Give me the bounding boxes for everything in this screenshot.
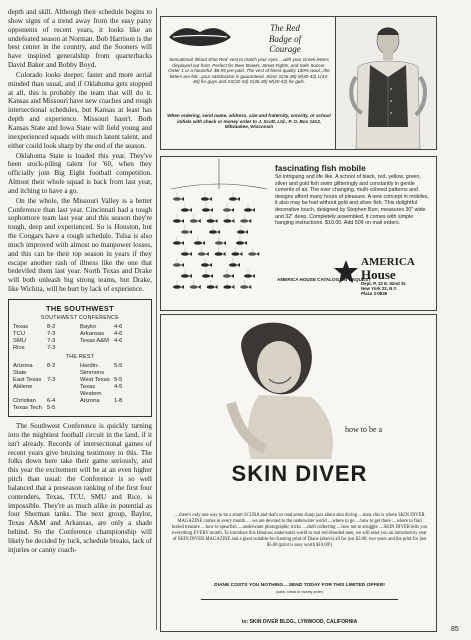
standings-conference-label: SOUTHWEST CONFERENCE bbox=[40, 315, 120, 321]
standings-title: THE SOUTHWEST bbox=[46, 304, 114, 313]
team-record: 8-2 bbox=[47, 324, 56, 330]
fish-shape bbox=[194, 236, 205, 245]
standings-row bbox=[13, 384, 147, 398]
standings-entry bbox=[13, 405, 80, 412]
article-column bbox=[8, 8, 152, 556]
fish-shape bbox=[173, 236, 184, 245]
fish-shape bbox=[229, 258, 240, 267]
team-record bbox=[114, 345, 132, 352]
fish-shape bbox=[237, 225, 248, 234]
standings-row bbox=[13, 377, 147, 384]
standings-entry bbox=[80, 377, 147, 384]
skin-diver-title: SKIN DIVER bbox=[231, 461, 368, 486]
fish-shape bbox=[223, 214, 234, 223]
vest-photo bbox=[336, 16, 437, 150]
fish-mobile-ad bbox=[160, 156, 437, 311]
standings-entry bbox=[13, 324, 80, 331]
team-record: 4-5 bbox=[114, 384, 123, 390]
fish-shape bbox=[240, 214, 251, 223]
fish-shape bbox=[181, 203, 192, 212]
southwest-standings-box bbox=[8, 299, 152, 417]
standings-entry bbox=[80, 398, 147, 405]
team-name: East Texas bbox=[13, 377, 42, 383]
fish-shape bbox=[207, 214, 218, 223]
team-record: 7-3 bbox=[47, 377, 56, 383]
team-record: 4-6 bbox=[114, 324, 123, 330]
standings-rest-label: THE REST bbox=[65, 354, 95, 360]
standings-row bbox=[13, 331, 147, 338]
team-record: 5-5 bbox=[114, 363, 123, 369]
fish-shape bbox=[173, 258, 184, 267]
team-record: 6-4 bbox=[47, 398, 56, 404]
article-paragraph: Oklahoma State is loaded this year. They've been stock-piling talent for '60, when they officially join Big Eight football competition. Almost their whole squad is back from last year, and itching to have a go. bbox=[8, 151, 152, 195]
lips-icon bbox=[167, 23, 233, 51]
fish-shape bbox=[223, 269, 234, 278]
article-paragraph: depth and skill. Although their schedule begins to show signs of a trend away from the easy patsy opponents of recent years, it looks like an undefeated season at Norman. Bob Harrison is the best center in the country, and the Sooners will have inspired generalship from quarterbacks David Baker and Bobby Boyd. bbox=[8, 8, 152, 70]
team-name: Texas bbox=[13, 324, 29, 330]
team-record: 7-3 bbox=[47, 338, 56, 344]
article-paragraph: Colorado looks deeper, faster and more aerial minded than usual, and if Oklahoma gets stopped at all, this is probably the team that will do it. Kansas and Missouri have new coaches and rough intersectional schedules, but Kansas at least has depth and experience. Missouri hasn't. Both Kansas State and Iowa State will field young and inexperienced squads with much latent talent, and either could look sharp by the end of the season. bbox=[8, 70, 152, 150]
team-name: Texas Tech bbox=[13, 405, 42, 411]
fish-mobile-title: fascinating fish mobile bbox=[275, 163, 366, 173]
skin-diver-offer: DIANE COSTS YOU NOTHING....SEND TODAY FOR THIS LIMITED OFFER! bbox=[214, 583, 385, 588]
team-name: Abilene bbox=[13, 384, 33, 390]
fish-shape bbox=[201, 192, 212, 201]
fish-shape bbox=[223, 280, 234, 289]
red-badge-ad bbox=[160, 16, 336, 150]
skin-diver-offer-note: (cash, check or money order) bbox=[276, 590, 323, 594]
fish-shape bbox=[215, 247, 226, 256]
team-record: 4-6 bbox=[114, 331, 123, 337]
fish-shape bbox=[240, 280, 251, 289]
fish-shape bbox=[181, 247, 192, 256]
standings-entry bbox=[13, 377, 80, 384]
catalog-note: AMERICA HOUSE CATALOG ON REQUEST bbox=[277, 277, 371, 282]
fish-shape bbox=[215, 236, 226, 245]
red-badge-body: Sensational 'Blood Shot Red' vest to match your eyes ...with your Greek letters displayed out front. Perfect for Beer Brawls, Street Fights, and Safe Soccer. Order 1 or a houseful. $8.95 pre-paid. The vest of finest quality 100% wool...the letters are felt...your satisfaction is guaranteed. Sizes S(36-38) M(40-42) L(44-46) for guys and XS(32-34) S(36-38) M(40-42) for gals. bbox=[168, 57, 330, 85]
team-name bbox=[80, 345, 114, 352]
team-record: 4-6 bbox=[114, 338, 123, 344]
fish-shape bbox=[202, 269, 213, 278]
star-emblem-icon bbox=[333, 259, 359, 285]
standings-row bbox=[13, 338, 147, 345]
team-name: Baylor bbox=[80, 324, 97, 330]
woman-photo-image bbox=[161, 315, 436, 459]
standings-row bbox=[13, 345, 147, 352]
skin-diver-body: ....there's only one way to be a smart SCUBA and that's to read some sharp jazz about skin diving ....man, this is where SKIN DIVER MAGAZINE comes in every month .... we are devoted to the underwater world ....where to go ....how to get there ....where to find buried treasure ....how to spearfish ....underwater photographic tricks ....shell collecting ....how not to struggle ....SKIN DIVER tells you everything EVERY month. To introduce this fabulous underwater world to real red-blooded men, we will send you an introductory year of SKIN DIVER MAGAZINE and a giant suitable-for-framing print of Diane (above) all for just $3.00; two years and the print for just $5.00 (print is easy worth $10.00!) bbox=[171, 513, 428, 548]
article-paragraph: The Southwest Conference is quickly turning into the mightiest football circuit in the land, if it isn't already. Records of intersectional games of recent years give bruising testimony to this. The folks down here take their game seriously, and this year the excitement will be at an even higher pitch than usual: the Conference is so well balanced that a preseason ranking of the first four contenders, Texas, TCU, SMU and Rice, is impossible. They're as much alike in potential as four Sherman tanks. The next group, Baylor, Texas A&M and Arkansas, are only a shade behind. So the Conference championship will likely be decided by luck, schedule breaks, lack of injuries or canny coach- bbox=[8, 422, 152, 554]
team-record: 5-5 bbox=[114, 377, 123, 383]
skin-diver-tagline: how to be a bbox=[345, 425, 383, 434]
standings-row bbox=[13, 363, 147, 377]
fish-shape bbox=[181, 225, 192, 234]
article-paragraph: On the whole, the Missouri Valley is a better Conference than last year. Cincinnati had a tough sophomore team last year and this season they're tough, deep and experienced. So is Houston, but the Cougars have a rough schedule. Tulsa is also much improved with almost no manpower losses, and this can be their top season in years if they escape another rash of illness like the one that bedeviled them last year. North Texas and Drake will both unleash big strong teams, but Drake, like Wichita, will be hurt by lack of experience. bbox=[8, 196, 152, 294]
fish-shape bbox=[248, 247, 259, 256]
fish-shape bbox=[173, 214, 184, 223]
standings-entry bbox=[13, 345, 80, 352]
fish-shape bbox=[244, 203, 255, 212]
fish-shape bbox=[207, 280, 218, 289]
team-record: 8-2 bbox=[47, 363, 56, 369]
man-in-vest-image bbox=[336, 17, 436, 149]
team-name: Arizona State bbox=[13, 363, 33, 376]
fish-shape bbox=[190, 280, 201, 289]
standings-entry bbox=[80, 405, 147, 412]
standings-entry bbox=[80, 338, 147, 345]
fish-shape bbox=[231, 247, 242, 256]
standings-entry bbox=[13, 384, 80, 398]
team-name bbox=[80, 405, 114, 412]
team-name: TCU bbox=[13, 331, 25, 337]
team-name: Rice bbox=[13, 345, 25, 351]
coupon-line bbox=[201, 599, 398, 600]
team-name: SMU bbox=[13, 338, 26, 344]
team-name: Arkansas bbox=[80, 331, 105, 337]
team-name: Texas Western bbox=[80, 384, 102, 397]
fish-shape bbox=[244, 269, 255, 278]
skin-diver-ad bbox=[160, 314, 437, 632]
team-record: 7-3 bbox=[47, 345, 56, 351]
team-record: 7-3 bbox=[47, 331, 56, 337]
column-divider bbox=[156, 8, 157, 630]
standings-entry bbox=[80, 363, 147, 377]
standings-entry bbox=[13, 338, 80, 345]
team-record: 1-8 bbox=[114, 398, 123, 404]
standings-entry bbox=[80, 331, 147, 338]
team-name: West Texas bbox=[80, 377, 110, 383]
fish-shape bbox=[181, 269, 192, 278]
page-number: 85 bbox=[451, 626, 459, 633]
standings-conference-table bbox=[13, 324, 147, 352]
fish-shape bbox=[236, 236, 247, 245]
fish-shape bbox=[173, 280, 184, 289]
fish-shape bbox=[223, 203, 234, 212]
standings-entry bbox=[80, 384, 147, 398]
standings-entry bbox=[13, 331, 80, 338]
team-name: Christian bbox=[13, 398, 36, 404]
team-record: 5-5 bbox=[47, 405, 56, 411]
team-name: Arizona bbox=[80, 398, 100, 404]
fish-shape bbox=[190, 214, 201, 223]
standings-row bbox=[13, 324, 147, 331]
team-name: Hardin-Simmons bbox=[80, 363, 105, 376]
standings-entry bbox=[13, 398, 80, 405]
team-record bbox=[47, 384, 65, 398]
standings-rest-table bbox=[13, 363, 147, 412]
standings-entry bbox=[80, 345, 147, 352]
standings-entry bbox=[13, 363, 80, 377]
fish-shape bbox=[201, 258, 212, 267]
fish-mobile-body: So intriguing and life like. A school of black, red, yellow, green, silver and gold fish swim glitteringly and constantly in gentle currents of air. The ever changing, multi-colored patterns and designs afford many hours of pleasure. A new concept in mobiles, it also may be had without gold and silver fish. This delightful decorative touch, designed by Stephen Burr, measures 30" wide and 32" deep. Completely assembled, it comes with simple hanging instructions. $10.00. Add 50¢ on mail orders. bbox=[275, 174, 429, 227]
fish-mobile-image bbox=[163, 159, 275, 309]
fish-shape bbox=[202, 203, 213, 212]
fish-shape bbox=[198, 247, 209, 256]
america-house-logo: AMERICA House Dept. P, 32 E. 52nd St. New York 22, N.Y. Plaza 3-0839 bbox=[361, 257, 435, 296]
fish-shape bbox=[229, 192, 240, 201]
team-record bbox=[114, 405, 132, 412]
standings-row bbox=[13, 398, 147, 405]
standings-entry bbox=[80, 324, 147, 331]
standings-row bbox=[13, 405, 147, 412]
skin-diver-address: to: SKIN DIVER BLDG., LYNWOOD, CALIFORNIA bbox=[241, 619, 358, 625]
red-badge-order-info: When ordering, send name, address, size and fraternity, sorority, or school initials with check or money order to J. Scott, Ltd., P. O. Box 1413, Milwaukee, Wisconsin bbox=[167, 113, 331, 130]
fish-shape bbox=[209, 225, 220, 234]
fish-shape bbox=[173, 192, 184, 201]
red-badge-title: The Red Badge of Courage bbox=[268, 23, 302, 54]
team-name: Texas A&M bbox=[80, 338, 109, 344]
